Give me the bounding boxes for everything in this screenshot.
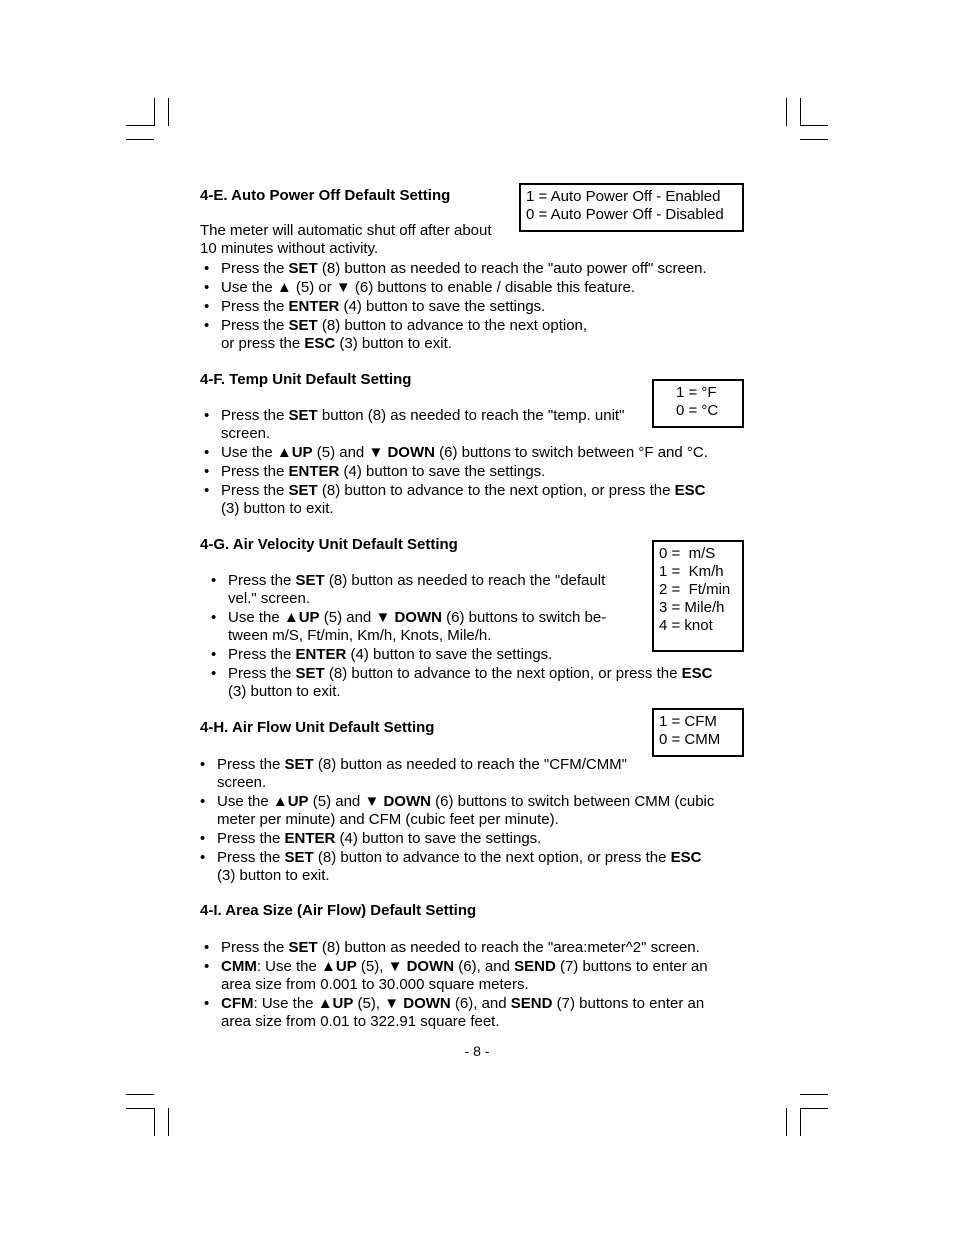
box-line: 0 = m/S: [659, 545, 716, 562]
crop-mark: [168, 98, 169, 126]
auto-power-off-value-box: [519, 183, 744, 232]
instruction-list: [217, 756, 747, 886]
instruction-list: [228, 572, 748, 702]
crop-mark: [126, 1094, 154, 1095]
section-heading-area-size: 4-I. Area Size (Air Flow) Default Setting: [200, 902, 477, 919]
list-item: • CMM: Use the ▲UP (5), ▼ DOWN (6), and SEND (7) buttons to enter an area size from 0.001 to 30.000 square meters.: [221, 958, 751, 994]
section-heading-air-velocity-unit: 4-G. Air Velocity Unit Default Setting: [200, 536, 458, 553]
crop-mark: [126, 125, 154, 126]
intro-line: 10 minutes without activity.: [200, 240, 379, 257]
instruction-list: [221, 260, 761, 354]
crop-mark: [800, 1108, 828, 1109]
crop-mark: [786, 98, 787, 126]
box-line: 1 = Auto Power Off - Enabled: [526, 188, 721, 205]
list-item: • Press the SET button (8) as needed to reach the "temp. unit" screen.: [221, 407, 751, 443]
crop-mark: [154, 98, 155, 126]
crop-mark: [786, 1108, 787, 1136]
list-item: • Press the SET (8) button as needed to reach the "default vel." screen.: [228, 572, 748, 608]
list-item: • Press the SET (8) button to advance to the next option, or press the ESC (3) button to exit.: [221, 317, 761, 353]
air-flow-unit-value-box: [652, 708, 744, 757]
page-number: - 8 -: [464, 1043, 490, 1059]
list-item: • Press the SET (8) button as needed to reach the "area:meter^2" screen.: [221, 939, 751, 957]
section-heading-temp-unit: 4-F. Temp Unit Default Setting: [200, 371, 412, 388]
list-item: • Press the SET (8) button to advance to the next option, or press the ESC (3) button to exit.: [228, 665, 748, 701]
box-line: 3 = Mile/h: [659, 599, 725, 616]
box-line: 1 = Km/h: [659, 563, 724, 580]
list-item: • Press the SET (8) button to advance to the next option, or press the ESC (3) button to exit.: [217, 849, 747, 885]
list-item: • Press the ENTER (4) button to save the settings.: [221, 298, 761, 316]
intro-paragraph: [200, 222, 492, 258]
intro-line: The meter will automatic shut off after about: [200, 222, 492, 239]
crop-mark: [126, 139, 154, 140]
list-item: • Press the SET (8) button to advance to the next option, or press the ESC (3) button to exit.: [221, 482, 751, 518]
list-item: • Press the ENTER (4) button to save the settings.: [228, 646, 748, 664]
crop-mark: [800, 139, 828, 140]
list-item: • Press the ENTER (4) button to save the settings.: [217, 830, 747, 848]
crop-mark: [168, 1108, 169, 1136]
section-heading-air-flow-unit: 4-H. Air Flow Unit Default Setting: [200, 719, 435, 736]
section-heading-auto-power-off: 4-E. Auto Power Off Default Setting: [200, 187, 451, 204]
box-line: 0 = Auto Power Off - Disabled: [526, 206, 724, 223]
list-item: • Press the SET (8) button as needed to reach the "CFM/CMM" screen.: [217, 756, 747, 792]
crop-mark: [800, 98, 801, 126]
crop-mark: [800, 1108, 801, 1136]
list-item: • Use the ▲UP (5) and ▼ DOWN (6) buttons to switch between CMM (cubic meter per minute) and CFM (cubic feet per minute).: [217, 793, 747, 829]
box-line: 1 = CFM: [659, 713, 717, 730]
instruction-list: [221, 939, 751, 1032]
box-line: 0 = °C: [676, 402, 719, 419]
box-line: 4 = knot: [659, 617, 713, 634]
crop-mark: [800, 125, 828, 126]
list-item: • CFM: Use the ▲UP (5), ▼ DOWN (6), and SEND (7) buttons to enter an area size from 0.01 to 322.91 square feet.: [221, 995, 751, 1031]
crop-mark: [126, 1108, 154, 1109]
list-item: • Press the SET (8) button as needed to reach the "auto power off" screen.: [221, 260, 761, 278]
list-item: • Use the ▲ (5) or ▼ (6) buttons to enable / disable this feature.: [221, 279, 761, 297]
instruction-list: [221, 407, 751, 519]
list-item: • Press the ENTER (4) button to save the settings.: [221, 463, 751, 481]
box-line: 0 = CMM: [659, 731, 721, 748]
list-item: • Use the ▲UP (5) and ▼ DOWN (6) buttons to switch between °F and °C.: [221, 444, 751, 462]
box-line: 2 = Ft/min: [659, 581, 731, 598]
crop-mark: [154, 1108, 155, 1136]
crop-mark: [800, 1094, 828, 1095]
list-item: • Use the ▲UP (5) and ▼ DOWN (6) buttons to switch be- tween m/S, Ft/min, Km/h, Knots, Mile/h.: [228, 609, 748, 645]
box-line: 1 = °F: [676, 384, 717, 401]
